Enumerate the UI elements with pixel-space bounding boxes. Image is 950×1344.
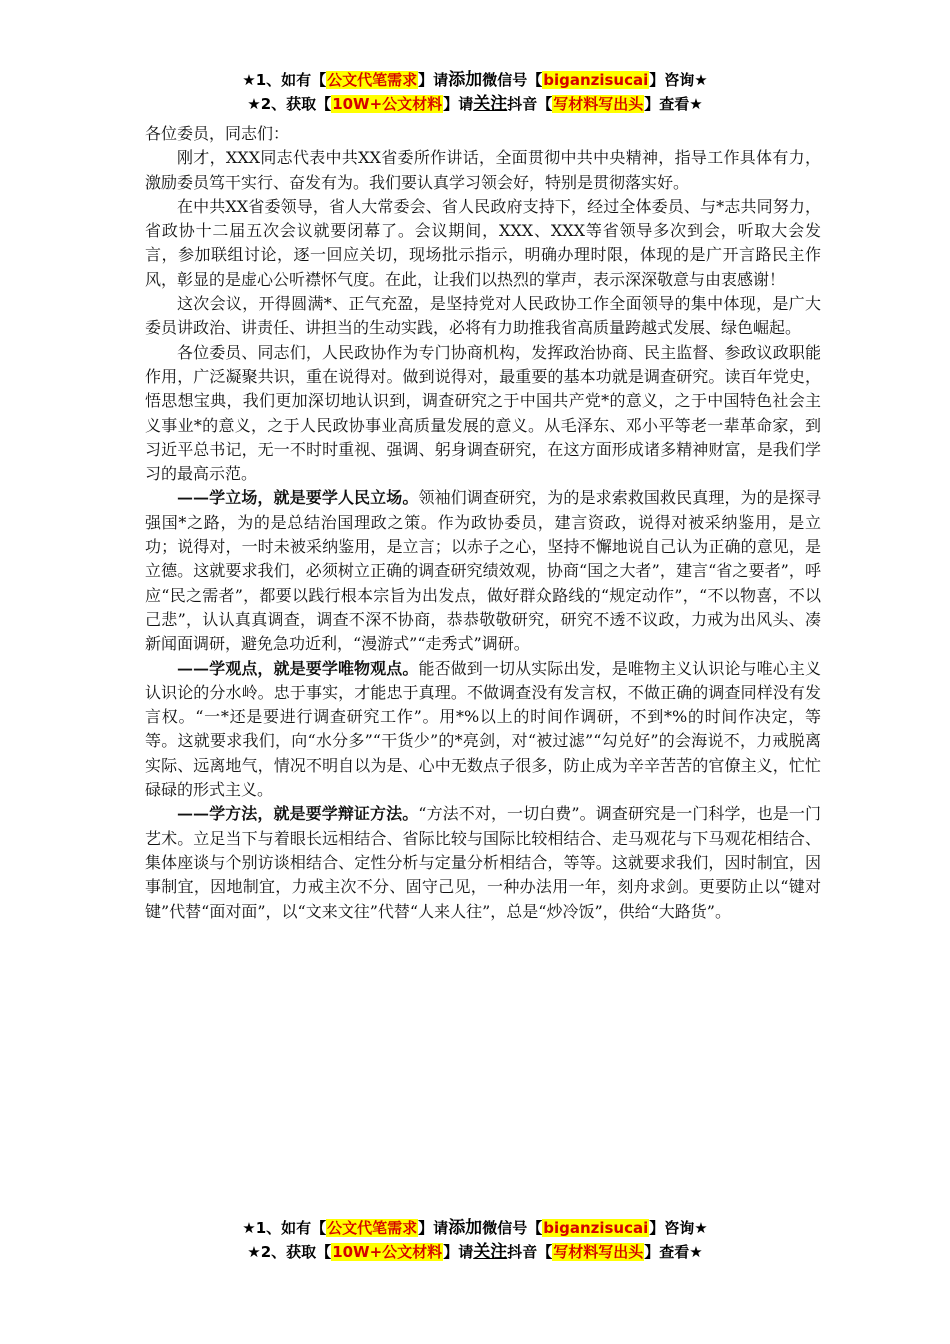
promo-line-2: ★2、获取【10W+公文材料】请关注抖音【写材料写出头】查看★ [247,1242,703,1262]
salutation: 各位委员，同志们： [145,124,290,143]
paragraph: 刚才，XXX同志代表中共XX省委所作讲话，全面贯彻中共中央精神，指导工作具体有力，激励委员笃干实行、奋发有为。我们要认真学习领会好，特别是贯彻落实好。 [145,148,821,192]
promo-banner-top [0,68,950,116]
highlight-wechat-id: biganzisucai [543,1219,649,1237]
promo-line-1: ★1、如有【公文代笔需求】请添加微信号【biganzisucai】咨询★ [242,1218,708,1238]
paragraph: ——学观点，就是要学唯物观点。能否做到一切从实际出发，是唯物主义认识论与唯心主义认识论的分水岭。忠于事实，才能忠于真理。不做调查没有发言权，不做正确的调查同样没有发言权。“一*还是要进行调查研究工作”。用*%以上的时间作调研，不到*%的时间作决定，等等。这就要求我们，向“水分多”“干货少”的*亮剑，对“被过滤”“勾兑好”的会海说不，力戒脱离实际、远离地气，情况不明自以为是、心中无数点子很多，防止成为辛辛苦苦的官僚主义，忙忙碌碌的形式主义。 [145,658,821,800]
highlight-douyin-id: 写材料写出头 [553,1243,644,1261]
highlight-materials: 10W+公文材料 [332,95,443,113]
promo-banner-bottom [0,1216,950,1264]
promo-line-2: ★2、获取【10W+公文材料】请关注抖音【写材料写出头】查看★ [247,94,703,114]
highlight-service: 公文代笔需求 [327,71,418,89]
paragraph: ——学立场，就是要学人民立场。领袖们调查研究，为的是求索救国救民真理，为的是探寻强国*之路，为的是总结治国理政之策。作为政协委员，建言资政，说得对被采纳鉴用，是立功；说得对，一时未被采纳鉴用，是立言；以赤子之心，坚持不懈地说自己认为正确的意见，是立德。这就要求我们，必须树立正确的调查研究绩效观，协商“国之大者”，建言“省之要者”，呼应“民之需者”，都要以践行根本宗旨为出发点，做好群众路线的“规定动作”，“不以物喜，不以己悲”，认认真真调查，调查不深不协商，恭恭敬敬研究，研究不透不议政，力戒为出风头、凑新闻面调研，避免急功近利，“漫游式”“走秀式”调研。 [145,488,821,654]
promo-line-1: ★1、如有【公文代笔需求】请添加微信号【biganzisucai】咨询★ [242,70,708,90]
section-heading: ——学观点，就是要学唯物观点。 [177,658,419,678]
paragraph: 在中共XX省委领导，省人大常委会、省人民政府支持下，经过全体委员、与*志共同努力，省政协十二届五次会议就要闭幕了。会议期间，XXX、XXX等省领导多次到会，听取大会发言，参加联组讨论，逐一回应关切，现场批示指示，明确办理时限，体现的是广开言路民主作风，彰显的是虚心公听襟怀气度。在此，让我们以热烈的掌声，表示深深敬意与由衷感谢！ [145,196,821,289]
paragraph: ——学方法，就是要学辩证方法。“方法不对，一切白费”。调查研究是一门科学，也是一门艺术。立足当下与着眼长远相结合、省际比较与国际比较相结合、走马观花与下马观花相结合、集体座谈与个别访谈相结合、定性分析与定量分析相结合，等等。这就要求我们，因时制宜，因事制宜，因地制宜，力戒主次不分、固守己见，一种办法用一年，刻舟求剑。更要防止以“键对键”代替“面对面”，以“文来文往”代替“人来人往”，总是“炒冷饭”，供给“大路货”。 [145,804,821,921]
section-heading: ——学立场，就是要学人民立场。 [177,488,419,508]
highlight-douyin-id: 写材料写出头 [553,95,644,113]
paragraph: 这次会议，开得圆满*、正气充盈，是坚持党对人民政协工作全面领导的集中体现，是广大委员讲政治、讲责任、讲担当的生动实践，必将有力助推我省高质量跨越式发展、绿色崛起。 [145,294,821,338]
highlight-service: 公文代笔需求 [327,1219,418,1237]
section-heading: ——学方法，就是要学辩证方法。 [177,804,419,824]
highlight-materials: 10W+公文材料 [332,1243,443,1261]
paragraph: 各位委员、同志们，人民政协作为专门协商机构，发挥政治协商、民主监督、参政议政职能作用，广泛凝聚共识，重在说得对。做到说得对，最重要的基本功就是调查研究。读百年党史，悟思想宝典，我们更加深切地认识到，调查研究之于中国共产党*的意义，之于中国特色社会主义事业*的意义，之于人民政协事业高质量发展的意义。从毛泽东、邓小平等老一辈革命家，到习近平总书记，无一不时时重视、强调、躬身调查研究，在这方面形成诸多精神财富，是我们学习的最高示范。 [145,342,821,484]
document-body [145,122,821,924]
highlight-wechat-id: biganzisucai [543,71,649,89]
